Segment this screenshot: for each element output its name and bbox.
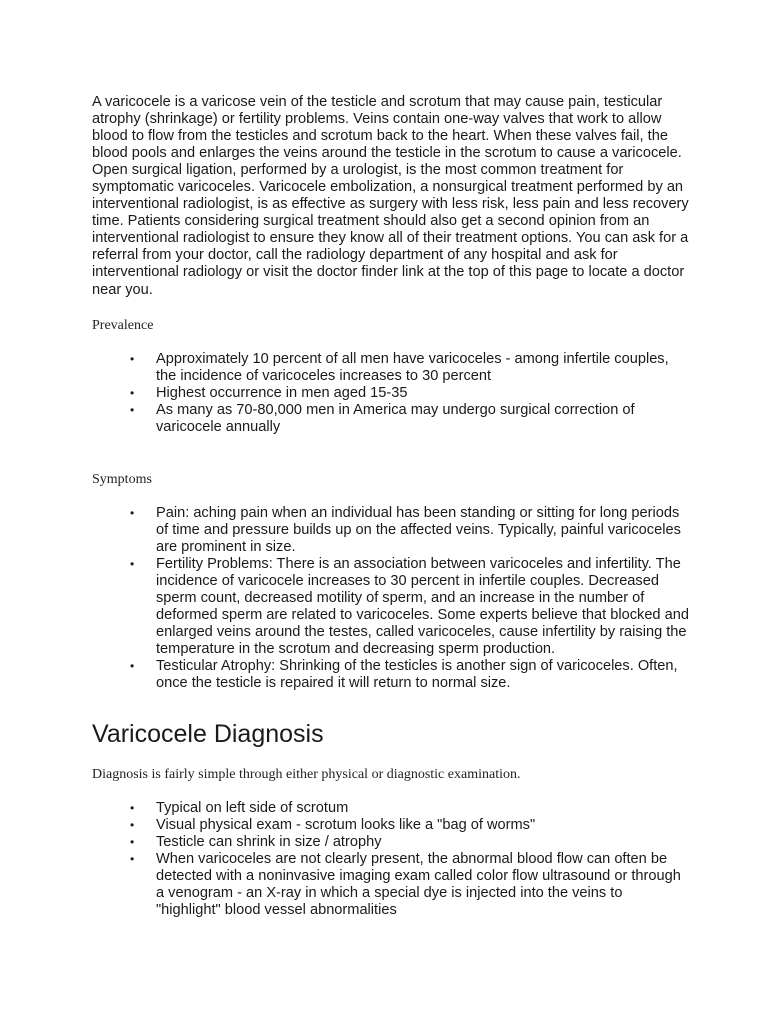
symptoms-label: Symptoms: [92, 471, 152, 487]
diagnosis-heading: Varicocele Diagnosis: [92, 719, 324, 748]
list-item: • Typical on left side of scrotum: [130, 799, 349, 816]
bullet-icon: •: [130, 658, 135, 673]
prevalence-list: [92, 351, 690, 436]
bullet-icon: •: [130, 817, 135, 832]
bullet-icon: •: [130, 505, 135, 520]
bullet-icon: •: [130, 385, 135, 400]
diagnosis-intro: Diagnosis is fairly simple through either physical or diagnostic examination.: [92, 766, 521, 782]
bullet-icon: •: [130, 834, 135, 849]
bullet-icon: •: [130, 800, 135, 815]
list-item: • When varicoceles are not clearly present, the abnormal blood flow can often be detected with a noninvasive imaging exam called color flow ultrasound or through a venogram - an X-ray in which a special dye is injected into the veins to "highlight" blood vessel abnormalities: [130, 850, 681, 918]
list-item: • Pain: aching pain when an individual has been standing or sitting for long periods of time and pressure builds up on the affected veins. Typically, painful varicoceles are prominent in size.: [130, 504, 681, 555]
symptoms-list: [92, 505, 690, 692]
list-item: • Visual physical exam - scrotum looks like a "bag of worms": [130, 816, 536, 833]
prevalence-label: Prevalence: [92, 317, 154, 333]
list-item: • Testicle can shrink in size / atrophy: [130, 833, 382, 850]
bullet-icon: •: [130, 556, 135, 571]
list-item: • Testicular Atrophy: Shrinking of the testicles is another sign of varicoceles. Often, once the testicle is repaired it will return to normal size.: [130, 657, 678, 691]
bullet-icon: •: [130, 851, 135, 866]
list-item: • Fertility Problems: There is an association between varicoceles and infertility. The incidence of varicocele increases to 30 percent in infertile couples. Decreased sperm count, decreased motility of sperm, and an increase in the number of deformed sperm are related to varicoceles. Some experts believe that blocked and enlarged veins around the testes, called varicoceles, cause infertility by raising the temperature in the scrotum and decreasing sperm production.: [130, 555, 689, 657]
list-item: • Highest occurrence in men aged 15-35: [130, 384, 408, 401]
diagnosis-list: [92, 800, 690, 919]
bullet-icon: •: [130, 402, 135, 417]
bullet-icon: •: [130, 351, 135, 366]
list-item: • Approximately 10 percent of all men have varicoceles - among infertile couples, the incidence of varicoceles increases to 30 percent: [130, 350, 669, 384]
intro-paragraph: A varicocele is a varicose vein of the testicle and scrotum that may cause pain, testicular atrophy (shrinkage) or fertility problems. Veins contain one-way valves that work to allow blood to flow from the testicles and scrotum back to the heart. When these valves fail, the blood pools and enlarges the veins around the testicle in the scrotum to cause a varicocele. Open surgical ligation, performed by a urologist, is the most common treatment for symptomatic varicoceles. Varicocele embolization, a nonsurgical treatment performed by an interventional radiologist, is as effective as surgery with less risk, less pain and less recovery time. Patients considering surgical treatment should also get a second opinion from an interventional radiologist to ensure they know all of their treatment options. You can ask for a referral from your doctor, call the radiology department of any hospital and ask for interventional radiology or visit the doctor finder link at the top of this page to locate a doctor near you.: [92, 94, 689, 298]
document-page: [92, 94, 690, 919]
list-item: • As many as 70-80,000 men in America may undergo surgical correction of varicocele annually: [130, 401, 635, 435]
